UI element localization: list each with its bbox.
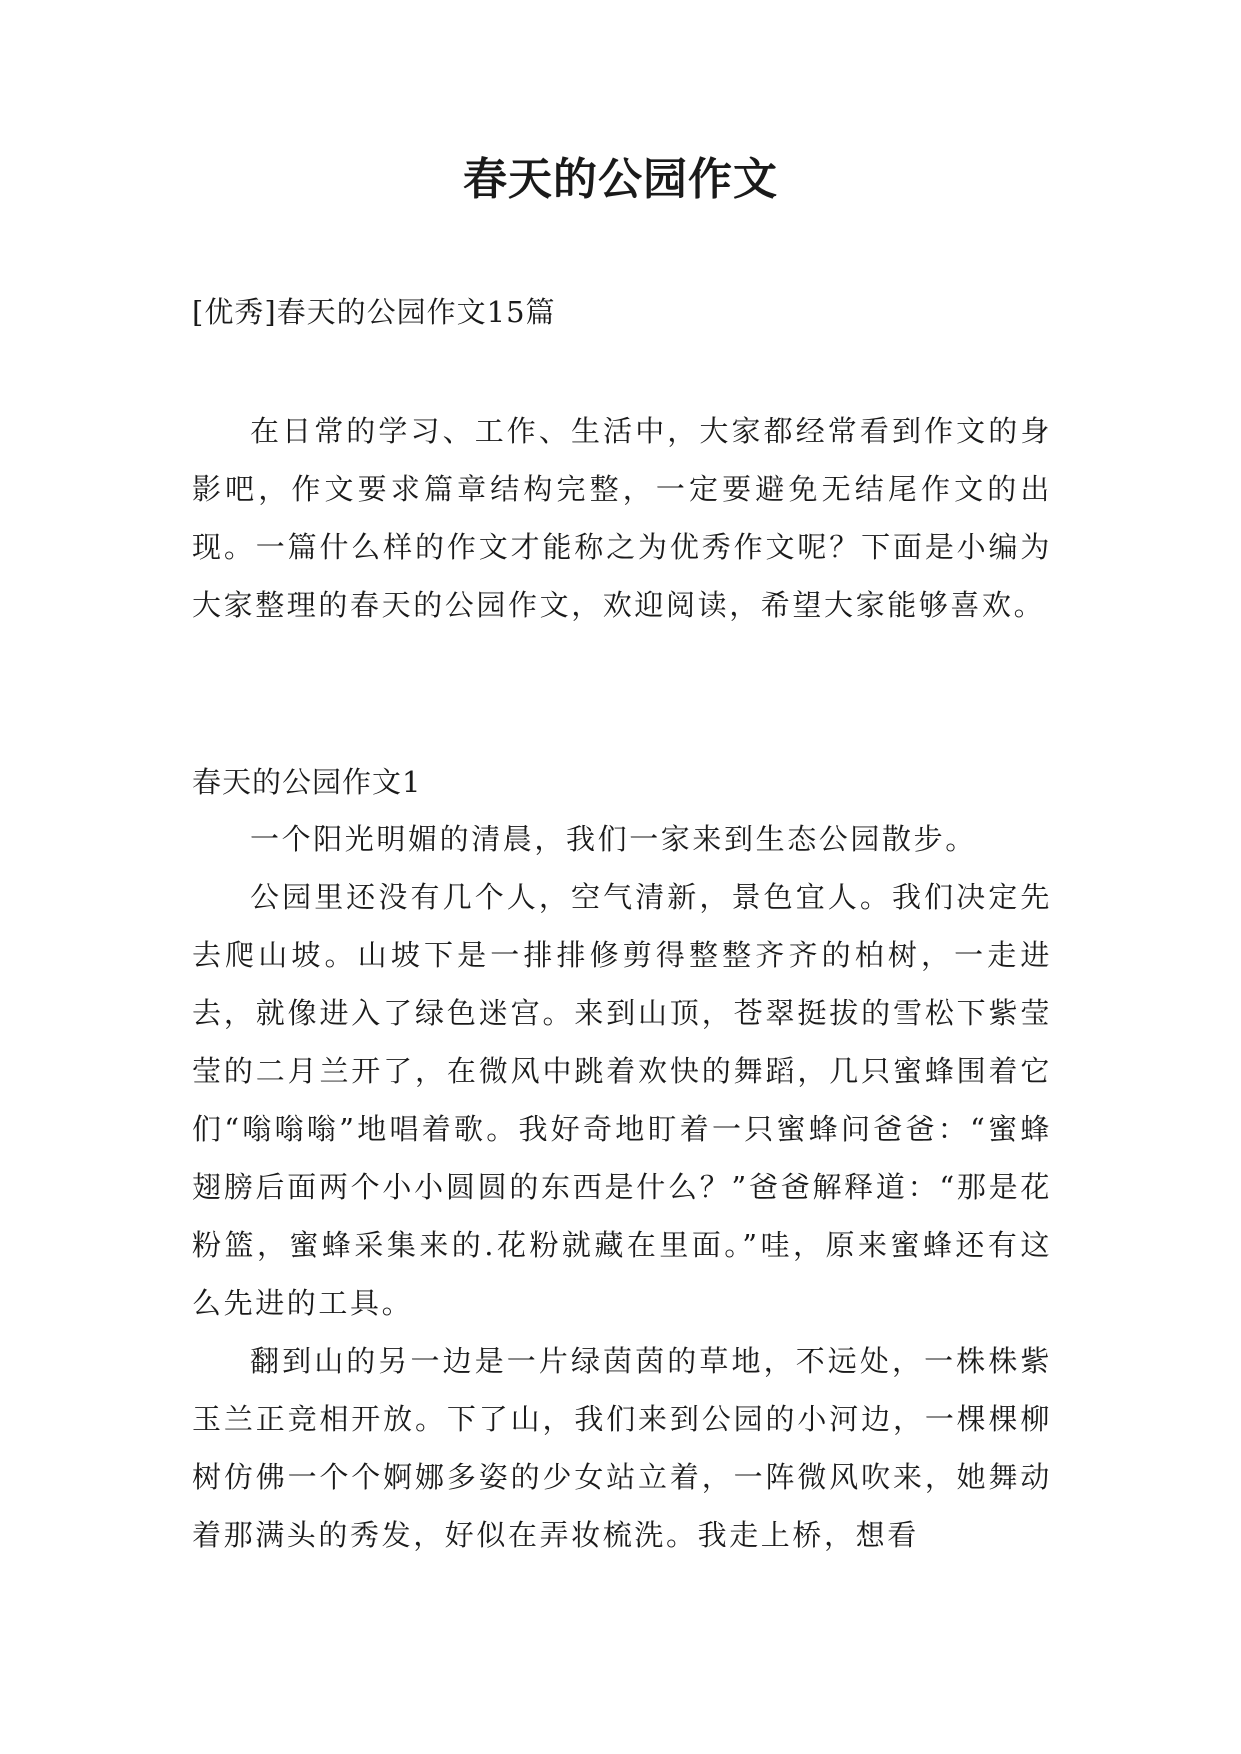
- essay-paragraph-3: 翻到山的另一边是一片绿茵茵的草地，不远处，一株株紫玉兰正竞相开放。下了山，我们来到公园的小河边，一棵棵柳树仿佛一个个婀娜多姿的少女站立着，一阵微风吹来，她舞动着那满头的秀发，好似在弄妆梳洗。我走上桥，想看: [192, 1344, 1052, 1552]
- essay-body: [192, 810, 1052, 1564]
- document-subtitle: [优秀]春天的公园作文15篇: [192, 295, 556, 329]
- essay-paragraph-1: 一个阳光明媚的清晨，我们一家来到生态公园散步。: [250, 822, 977, 856]
- section-heading: 春天的公园作文1: [192, 765, 422, 799]
- intro-block: [192, 402, 1052, 634]
- essay-paragraph-2: 公园里还没有几个人，空气清新，景色宜人。我们决定先去爬山坡。山坡下是一排排修剪得整整齐齐的柏树，一走进去，就像进入了绿色迷宫。来到山顶，苍翠挺拔的雪松下紫莹莹的二月兰开了，在微风中跳着欢快的舞蹈，几只蜜蜂围着它们“嗡嗡嗡”地唱着歌。我好奇地盯着一只蜜蜂问爸爸：“蜜蜂翅膀后面两个小小圆圆的东西是什么？”爸爸解释道：“那是花粉篮，蜜蜂采集来的.花粉就藏在里面。”哇，原来蜜蜂还有这么先进的工具。: [192, 880, 1052, 1320]
- intro-paragraph: 在日常的学习、工作、生活中，大家都经常看到作文的身影吧，作文要求篇章结构完整，一定要避免无结尾作文的出现。一篇什么样的作文才能称之为优秀作文呢？下面是小编为大家整理的春天的公园作文，欢迎阅读，希望大家能够喜欢。: [192, 414, 1052, 622]
- document-title: 春天的公园作文: [463, 154, 778, 205]
